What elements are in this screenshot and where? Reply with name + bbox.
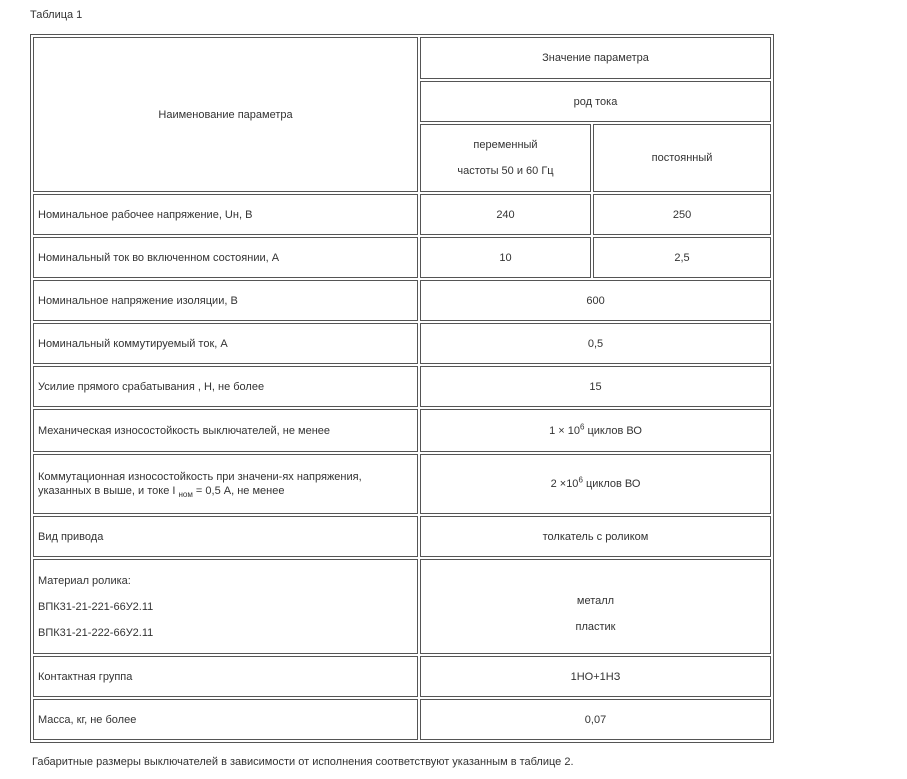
row-value: 600 — [420, 280, 771, 321]
header-param-name: Наименование параметра — [33, 37, 418, 192]
value-prefix: 1 × 10 — [549, 424, 580, 437]
row-label — [33, 559, 418, 654]
value-suffix: циклов ВО — [582, 478, 641, 490]
row-label — [33, 454, 418, 514]
row-label: Номинальное рабочее напряжение, Uн, В — [33, 194, 418, 235]
table-row — [33, 559, 771, 654]
parameters-table — [30, 34, 774, 743]
header-dc: постоянный — [593, 124, 771, 192]
row-label: Контактная группа — [33, 656, 418, 697]
header-ac-line2: частоты 50 и 60 Гц — [457, 165, 554, 177]
row-label: Номинальный коммутируемый ток, А — [33, 323, 418, 364]
table-row — [33, 516, 771, 557]
row-value: 0,07 — [420, 699, 771, 740]
header-param-value: Значение параметра — [420, 37, 771, 79]
table-row — [33, 237, 771, 278]
row-value — [420, 559, 771, 654]
table-caption: Таблица 1 — [30, 9, 83, 21]
footer-note: Габаритные размеры выключателей в зависимости от исполнения соответствуют указанным в таблице 2. — [32, 756, 574, 768]
row-value-dc: 250 — [593, 194, 771, 235]
row-value — [420, 409, 771, 452]
roller-value-1: металл — [576, 594, 615, 607]
table-row — [33, 366, 771, 407]
row-label: Номинальный ток во включенном состоянии, А — [33, 237, 418, 278]
value-exponent: 6 — [578, 475, 583, 485]
row-label: Масса, кг, не более — [33, 699, 418, 740]
label-text: Коммутационная износостойкость при значени-ях напряжения, указанных в выше, и токе I — [38, 471, 362, 497]
roller-model-1: ВПК31-21-221-66У2.11 — [38, 600, 154, 613]
table-row — [33, 280, 771, 321]
table-row — [33, 699, 771, 740]
roller-label: Материал ролика: — [38, 574, 131, 587]
row-label: Механическая износостойкость выключателей, не менее — [33, 409, 418, 452]
label-subscript: ном — [178, 490, 193, 500]
roller-model-2: ВПК31-21-222-66У2.11 — [38, 626, 154, 639]
table-row — [33, 194, 771, 235]
row-value — [420, 454, 771, 514]
header-current-type: род тока — [420, 81, 771, 122]
table-row — [33, 454, 771, 514]
table-row — [33, 409, 771, 452]
row-value: 0,5 — [420, 323, 771, 364]
header-ac — [420, 124, 591, 192]
value-suffix: циклов ВО — [584, 424, 642, 437]
row-label: Номинальное напряжение изоляции, В — [33, 280, 418, 321]
row-value-ac: 10 — [420, 237, 591, 278]
label-text-end: = 0,5 А, не менее — [192, 485, 285, 497]
table-row — [33, 656, 771, 697]
row-label: Усилие прямого срабатывания , Н, не более — [33, 366, 418, 407]
value-prefix: 2 ×10 — [550, 478, 579, 490]
value-exponent: 6 — [579, 421, 585, 431]
roller-value-2: пластик — [575, 620, 616, 633]
row-value-dc: 2,5 — [593, 237, 771, 278]
row-value-ac: 240 — [420, 194, 591, 235]
table-row — [33, 323, 771, 364]
row-value: 1НО+1НЗ — [420, 656, 771, 697]
header-ac-line1: переменный — [473, 139, 538, 151]
row-value: 15 — [420, 366, 771, 407]
row-value: толкатель с роликом — [420, 516, 771, 557]
row-label: Вид привода — [33, 516, 418, 557]
